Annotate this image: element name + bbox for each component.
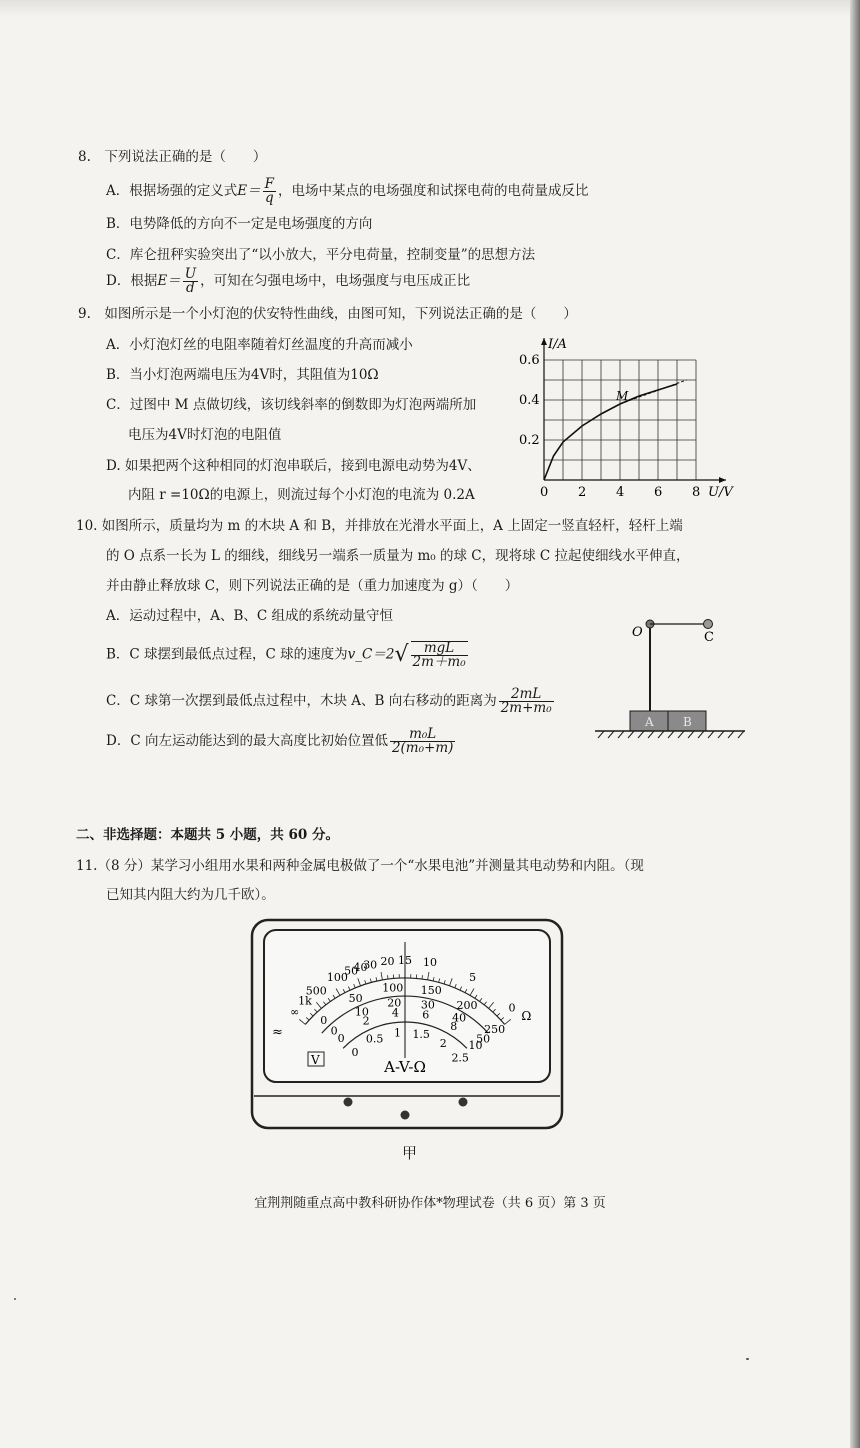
q8-option-d (106, 268, 470, 295)
q8-d-lhs: E＝ (157, 273, 181, 289)
q8-option-b: B．电势降低的方向不一定是电场强度的方向 (106, 216, 373, 232)
q9-option-c-line1: C．过图中 M 点做切线，该切线斜率的倒数即为灯泡两端所加 (106, 397, 477, 413)
scale-label-250: 50 (348, 992, 363, 1005)
scan-edge-right (850, 0, 860, 1448)
scale-label-2-5: 1 (394, 1026, 401, 1040)
scale-label-250: 100 (382, 981, 404, 995)
point-m-label: M (616, 389, 629, 403)
zero-adjust-screw (401, 1111, 410, 1120)
ohm-scale-label: 40 (353, 961, 368, 974)
q10-b-num: mgL (411, 642, 468, 656)
q10-c-num: 2mL (499, 688, 554, 702)
q10-option-d (106, 728, 457, 755)
ohm-scale-label: 1k (298, 994, 312, 1008)
scale-label-2-5: 0 (351, 1046, 359, 1060)
scale-label-2-5: 2 (439, 1036, 447, 1050)
scale-label-250: 250 (484, 1022, 506, 1036)
q10-b-den: 2m＋m₀ (412, 654, 466, 670)
multimeter-dial (250, 918, 564, 1130)
ohm-scale-label: ∞ (290, 1005, 300, 1019)
x-tick-label: 4 (616, 485, 625, 500)
q11-line1: 11.（8 分）某学习小组用水果和两种金属电极做了一个“水果电池”并测量其电动势和内阻。（现 (76, 858, 644, 874)
q9-option-a: A．小灯泡灯丝的电阻率随着灯丝温度的升高而减小 (106, 337, 413, 353)
scale-label-10: 6 (422, 1008, 430, 1022)
y-axis-arrow (541, 338, 547, 345)
q8-option-c: C．库仑扭秤实验突出了“以小放大，平分电荷量，控制变量”的思想方法 (106, 247, 536, 263)
q10-d-num: m₀L (390, 728, 455, 742)
ohm-scale-label: 50 (344, 964, 359, 978)
q10-c-den: 2m+m₀ (500, 700, 552, 716)
page-footer: 宜荆荆随重点高中教科研协作体*物理试卷（共 6 页）第 3 页 (254, 1196, 606, 1211)
q8-a-den: q (264, 190, 274, 206)
iv-curve (544, 384, 677, 480)
q8-d-fraction (183, 268, 198, 295)
q10-d-den: 2(m₀+m) (391, 740, 454, 756)
q8-d-num: U (184, 266, 197, 282)
q8-a-pre: A．根据场强的定义式 (106, 183, 238, 199)
x-axis-label: U/V (708, 485, 733, 500)
q8-a-post: ，电场中某点的电场强度和试探电荷的电荷量成反比 (277, 183, 589, 199)
q10-stem-line2: 的 O 点系一长为 L 的细线，细线另一端系一质量为 m₀ 的球 C，现将球 C 拉起使细线水平伸直， (106, 548, 690, 564)
q10-stem-line3: 并由静止释放球 C，则下列说法正确的是（重力加速度为 g）（ ） (106, 578, 519, 594)
q8-a-fraction (263, 178, 276, 205)
scale-label-10: 10 (468, 1038, 483, 1052)
ohm-scale-label: 10 (423, 956, 437, 970)
q8-option-a (106, 178, 588, 205)
pendulum-figure (590, 605, 750, 745)
ohm-scale-label: 0 (508, 1001, 516, 1015)
iv-curve-chart (510, 332, 760, 504)
ohm-scale-label: 30 (363, 958, 378, 972)
x-tick-label: 2 (578, 485, 587, 500)
q8-d-pre: D．根据 (106, 273, 158, 289)
q9-option-d-line2: 内阻 r =10Ω的电源上，则流过每个小灯泡的电流为 0.2A (128, 487, 475, 503)
dc-symbol: V (311, 1053, 320, 1067)
q10-b-lhs: v_C＝2 (347, 646, 395, 663)
q8-d-den: d (186, 280, 195, 296)
x-tick-label: 8 (692, 485, 701, 500)
scale-label-50: 40 (452, 1011, 467, 1025)
sqrt-sign: √ (394, 642, 409, 667)
scan-speck (746, 1358, 749, 1360)
ohm-scale-label: 15 (398, 954, 412, 967)
q10-d-pre: D．C 向左运动能达到的最大高度比初始位置低 (106, 733, 388, 749)
scale-label-10: 2 (362, 1014, 370, 1028)
scale-label-50: 20 (387, 996, 402, 1010)
q10-b-pre: B．C 球摆到最低点过程，C 球的速度为 (106, 646, 348, 663)
meter-label: A-V-Ω (384, 1058, 426, 1076)
y-tick-label: 0.2 (519, 433, 540, 448)
block-b-label: B (683, 715, 692, 729)
scale-label-250: 0 (320, 1013, 328, 1027)
scale-label-50: 0 (330, 1024, 338, 1038)
q11-line2: 已知其内阻大约为几千欧）。 (106, 887, 275, 903)
ohm-scale-label: 20 (380, 955, 395, 969)
scale-label-50: 30 (420, 998, 435, 1012)
label-o: O (632, 625, 643, 640)
scan-speck (14, 1298, 16, 1300)
q10-b-fraction (411, 641, 468, 669)
y-tick-label: 0.6 (519, 353, 540, 368)
scan-edge-top (0, 0, 860, 16)
scale-label-250: 150 (420, 984, 442, 997)
ac-symbol: ≈ (272, 1025, 283, 1040)
screw-right (459, 1098, 468, 1107)
block-a-label: A (645, 715, 654, 729)
q10-d-fraction (390, 728, 455, 755)
scale-label-250: 200 (456, 998, 478, 1012)
figure-caption: 甲 (402, 1144, 418, 1162)
scale-label-2-5: 0.5 (365, 1032, 384, 1046)
y-axis-label: I/A (548, 337, 567, 352)
x-tick-label: 6 (654, 485, 663, 500)
q8-a-lhs: E＝ (237, 183, 261, 199)
x-tick-label: 0 (540, 485, 549, 500)
q10-option-b (106, 641, 470, 669)
q9-option-d-line1: D. 如果把两个这种相同的灯泡串联后，接到电源电动势为4V、 (106, 458, 481, 474)
scale-label-50: 50 (476, 1032, 491, 1046)
scale-tick (388, 975, 389, 979)
q8-a-num: F (264, 176, 274, 192)
q8-d-post: ，可知在匀强电场中，电场强度与电压成正比 (200, 273, 471, 289)
q10-c-pre: C．C 球第一次摆到最低点过程中，木块 A、B 向右移动的距离为 (106, 693, 497, 709)
ohm-scale-label: 500 (305, 984, 327, 998)
ohm-scale-label: 5 (469, 970, 477, 984)
y-tick-label: 0.4 (519, 393, 540, 408)
ground-hatch (598, 731, 744, 738)
scale-label-2-5: 1.5 (412, 1027, 430, 1041)
scale-label-10: 0 (337, 1031, 345, 1045)
ohm-scale-label: 100 (326, 970, 348, 984)
scale-label-50: 10 (354, 1005, 369, 1019)
q10-c-fraction (499, 688, 554, 715)
scale-label-2-5: 2.5 (451, 1051, 469, 1065)
q10-stem-line1: 10. 如图所示，质量均为 m 的木块 A 和 B，并排放在光滑水平面上，A 上固定一竖直轻杆，轻杆上端 (76, 518, 683, 534)
q8-stem: 8. 下列说法正确的是（ ） (78, 149, 267, 165)
q9-option-c-line2: 电压为4V时灯泡的电阻值 (128, 427, 282, 443)
scale-label-10: 4 (391, 1006, 399, 1020)
label-c: C (704, 630, 714, 645)
q10-option-a: A．运动过程中，A、B、C 组成的系统动量守恒 (106, 608, 394, 624)
ohm-unit: Ω (521, 1008, 532, 1023)
q9-stem: 9. 如图所示是一个小灯泡的伏安特性曲线，由图可知，下列说法正确的是（ ） (78, 306, 577, 322)
screw-left (344, 1098, 353, 1107)
q9-option-b: B．当小灯泡两端电压为4V时，其阻值为10Ω (106, 367, 379, 383)
x-axis-arrow (719, 477, 726, 483)
section-2-heading: 二、非选择题：本题共 5 小题，共 60 分。 (76, 827, 339, 843)
scale-tick (422, 975, 423, 979)
q10-option-c (106, 688, 556, 715)
scale-label-10: 8 (450, 1020, 458, 1033)
